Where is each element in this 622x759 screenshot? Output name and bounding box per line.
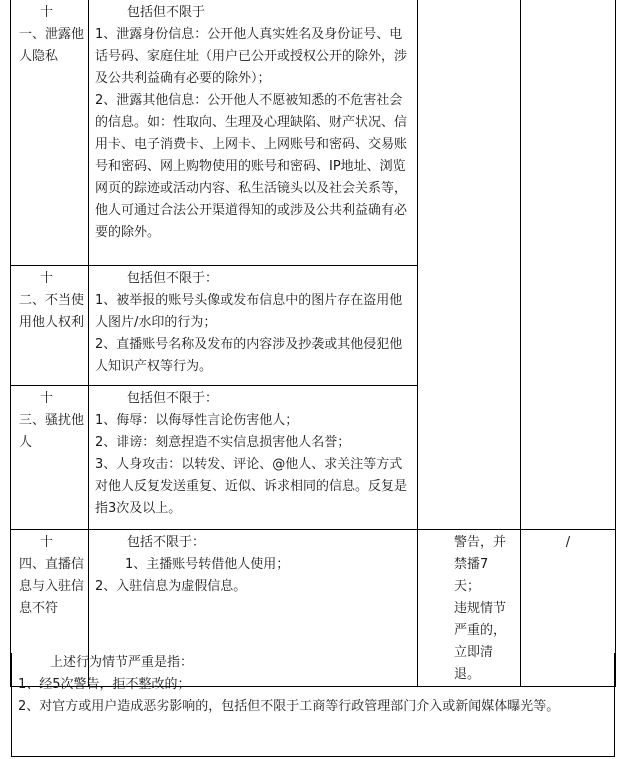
description-item: 1、主播账号转借他人使用； — [125, 557, 290, 572]
description-lead: 包括但不限于 — [127, 5, 206, 20]
table-row — [11, 0, 616, 266]
severity-notes — [11, 653, 615, 757]
notes-item: 1、经5次警告，拒不整改的； — [18, 677, 191, 692]
description-cell — [89, 0, 418, 266]
description-item: 1、被举报的账号头像或发布信息中的图片存在盗用他人图片/水印的行为； — [95, 293, 403, 330]
penalty-text: 违规情节严重的，立即清退。 — [454, 601, 507, 682]
description-lead: 包括不限于： — [127, 535, 206, 550]
category-number: 十 — [39, 5, 53, 20]
category-number: 十 — [39, 535, 53, 550]
notes-lead: 上述行为情节严重是指： — [50, 655, 194, 670]
rules-table — [10, 0, 616, 687]
description-lead: 包括但不限于： — [127, 391, 219, 406]
penalty-text: 警告，并禁播7天； — [454, 535, 507, 594]
category-number: 十 — [39, 271, 53, 286]
description-lead: 包括但不限于： — [127, 271, 219, 286]
category-cell — [11, 266, 89, 386]
description-item: 3、人身攻击：以转发、评论、@他人、求关注等方式对他人反复发送重复、近似、诉求相同的信息。反复是指3次及以上。 — [95, 457, 408, 516]
description-item: 2、入驻信息为虚假信息。 — [95, 579, 247, 594]
extra-cell — [521, 0, 616, 530]
description-item: 2、泄露其他信息：公开他人不愿被知悉的不危害社会的信息。如：性取向、生理及心理缺陷、财产状况、信用卡、电子消费卡、上网卡、上网账号和密码、交易账号和密码、网上购物使用的账号和密码、IP地址、浏览网页的踪迹或活动内容、私生活镜头以及社会关系等，他人可通过合法公开渠道得知的或涉及公共利益确有必要的除外。 — [95, 93, 408, 240]
description-item: 1、泄露身份信息：公开他人真实姓名及身份证号、电话号码、家庭住址（用户已公开或授权公开的除外，涉及公共利益确有必要的除外）； — [95, 27, 408, 86]
description-item: 1、侮辱：以侮辱性言论伤害他人； — [95, 413, 299, 428]
category-number: 十 — [39, 391, 53, 406]
category-cell — [11, 0, 89, 266]
category-name: 三、骚扰他人 — [19, 413, 85, 450]
description-item: 2、诽谤：刻意捏造不实信息损害他人名誉； — [95, 435, 351, 450]
category-name: 四、直播信息与入驻信息不符 — [19, 557, 85, 616]
penalty-cell — [418, 0, 521, 530]
description-item: 2、直播账号名称及发布的内容涉及抄袭或其他侵犯他人知识产权等行为。 — [95, 337, 403, 374]
description-cell — [89, 266, 418, 386]
notes-item: 2、对官方或用户造成恶劣影响的，包括但不限于工商等行政管理部门介入或新闻媒体曝光等。 — [18, 699, 560, 714]
category-cell — [11, 386, 89, 530]
category-name: 一、泄露他人隐私 — [19, 27, 85, 64]
description-cell — [89, 386, 418, 530]
category-name: 二、不当使用他人权利 — [19, 293, 85, 330]
slash-mark: / — [565, 535, 571, 550]
